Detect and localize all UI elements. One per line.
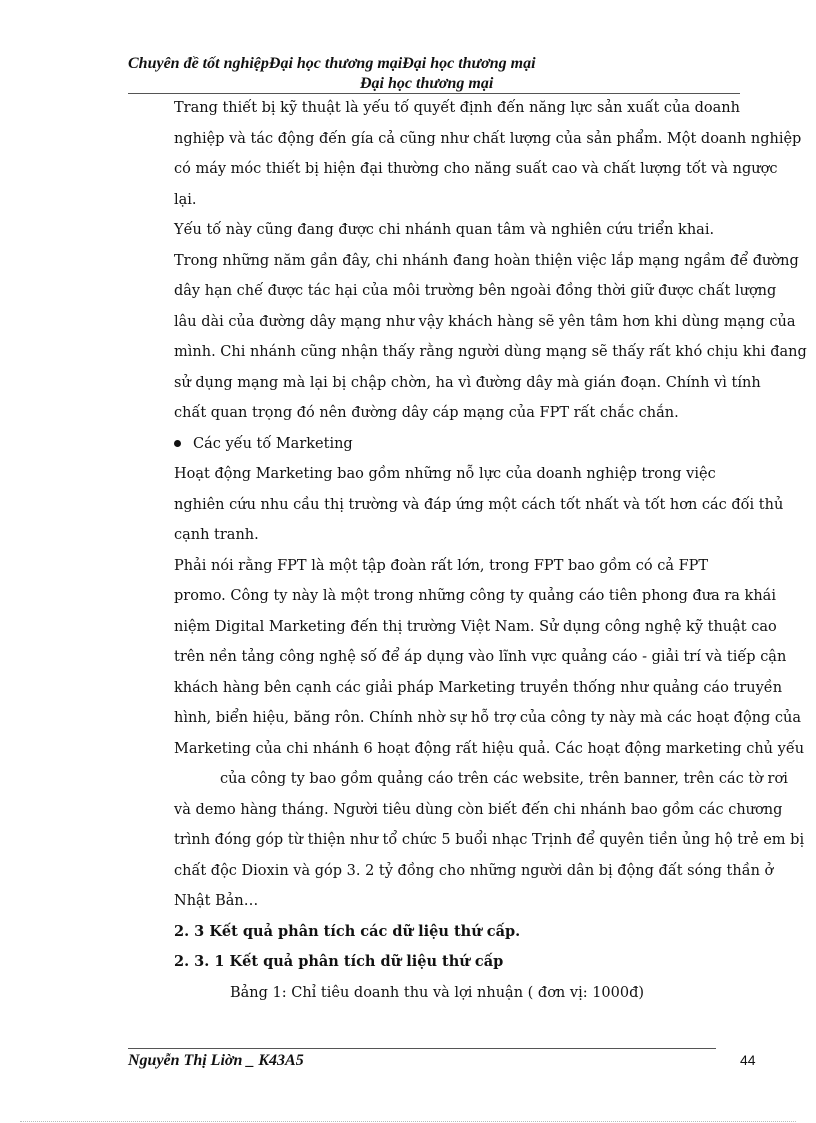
header-title-line1: Chuyên đề tốt nghiệpĐại học thương mạiĐại học thương mại: [128, 55, 536, 72]
text-line: chất độc Dioxin và góp 3. 2 tỷ đồng cho những người dân bị động đất sóng thần ở: [174, 862, 774, 879]
paragraph-fpt: [128, 551, 805, 917]
text-line: cạnh tranh.: [174, 527, 259, 543]
text-line: promo. Công ty này là một trong những công ty quảng cáo tiên phong đưa ra khái: [174, 588, 776, 604]
text-line: mình. Chi nhánh cũng nhận thấy rằng người dùng mạng sẽ thấy rất khó chịu khi đang: [174, 344, 807, 360]
document-body: [128, 93, 807, 1008]
text-line: và demo hàng tháng. Người tiêu dùng còn biết đến chi nhánh bao gồm các chương: [174, 801, 783, 818]
text-line: của công ty bao gồm quảng cáo trên các website, trên banner, trên các tờ rơi: [220, 771, 788, 787]
text-line: Marketing của chi nhánh 6 hoạt động rất hiệu quả. Các hoạt động marketing chủ yếu: [174, 740, 805, 757]
header-title-line2: Đại học thương mại: [360, 75, 494, 92]
bullet-text: Các yếu tố Marketing: [193, 435, 353, 452]
text-line: nghiên cứu nhu cầu thị trường và đáp ứng một cách tốt nhất và tốt hơn các đối thủ: [174, 496, 784, 513]
text-line: khách hàng bên cạnh các giải pháp Marketing truyền thống như quảng cáo truyền: [174, 679, 783, 696]
paragraph-marketing: [128, 459, 784, 551]
paragraph-network: [128, 215, 807, 429]
text-line: trình đóng góp từ thiện như tổ chức 5 buổi nhạc Trịnh để quyên tiền ủng hộ trẻ em bị: [174, 832, 805, 848]
footer-divider: [128, 1048, 716, 1049]
text-line: trên nền tảng công nghệ số để áp dụng vào lĩnh vực quảng cáo - giải trí và tiếp cận: [174, 649, 787, 665]
text-line: Trang thiết bị kỹ thuật là yếu tố quyết định đến năng lực sản xuất của doanh: [174, 100, 740, 116]
section-heading: 2. 3 Kết quả phân tích các dữ liệu thứ cấp.: [174, 922, 521, 940]
page-number: 44: [740, 1052, 756, 1068]
text-line: Phải nói rằng FPT là một tập đoàn rất lớn, trong FPT bao gồm có cả FPT: [174, 557, 709, 574]
text-line: dây hạn chế được tác hại của môi trường bên ngoài đồng thời giữ được chất lượng: [174, 283, 777, 299]
bullet-item: [174, 429, 740, 460]
text-line: hình, biển hiệu, băng rôn. Chính nhờ sự hỗ trợ của công ty này mà các hoạt động của: [174, 710, 802, 726]
text-line: Yếu tố này cũng đang được chi nhánh quan tâm và nghiên cứu triển khai.: [174, 222, 715, 238]
text-line: nghiệp và tác động đến gía cả cũng như chất lượng của sản phẩm. Một doanh nghiệp: [174, 130, 802, 147]
page-header: [128, 54, 740, 94]
text-line: có máy móc thiết bị hiện đại thường cho năng suất cao và chất lượng tốt và ngược: [174, 161, 778, 177]
text-line: Trong những năm gần đây, chi nhánh đang hoàn thiện việc lắp mạng ngầm để đường: [174, 252, 799, 269]
text-line: Nhật Bản…: [174, 893, 259, 909]
text-line: lại.: [174, 191, 197, 208]
text-line: lâu dài của đường dây mạng như vậy khách hàng sẽ yên tâm hơn khi dùng mạng của: [174, 313, 796, 330]
text-line: sử dụng mạng mà lại bị chập chờn, ha vì đường dây mà gián đoạn. Chính vì tính: [174, 374, 761, 391]
subsection-heading: 2. 3. 1 Kết quả phân tích dữ liệu thứ cấp: [174, 953, 504, 970]
text-line: chất quan trọng đó nên đường dây cáp mạng của FPT rất chắc chắn.: [174, 405, 679, 421]
page-bottom-border: [20, 1121, 796, 1122]
text-line: niệm Digital Marketing đến thị trường Việt Nam. Sử dụng công nghệ kỹ thuật cao: [174, 618, 777, 635]
text-line: Hoạt động Marketing bao gồm những nỗ lực của doanh nghiệp trong việc: [174, 466, 716, 482]
footer-author: Nguyễn Thị Liờn _ K43A5: [128, 1052, 304, 1069]
bullet-dot-icon: [174, 440, 181, 447]
table-caption: Bảng 1: Chỉ tiêu doanh thu và lợi nhuận ( đơn vị: 1000đ): [230, 984, 645, 1001]
paragraph-equipment: [128, 93, 802, 215]
